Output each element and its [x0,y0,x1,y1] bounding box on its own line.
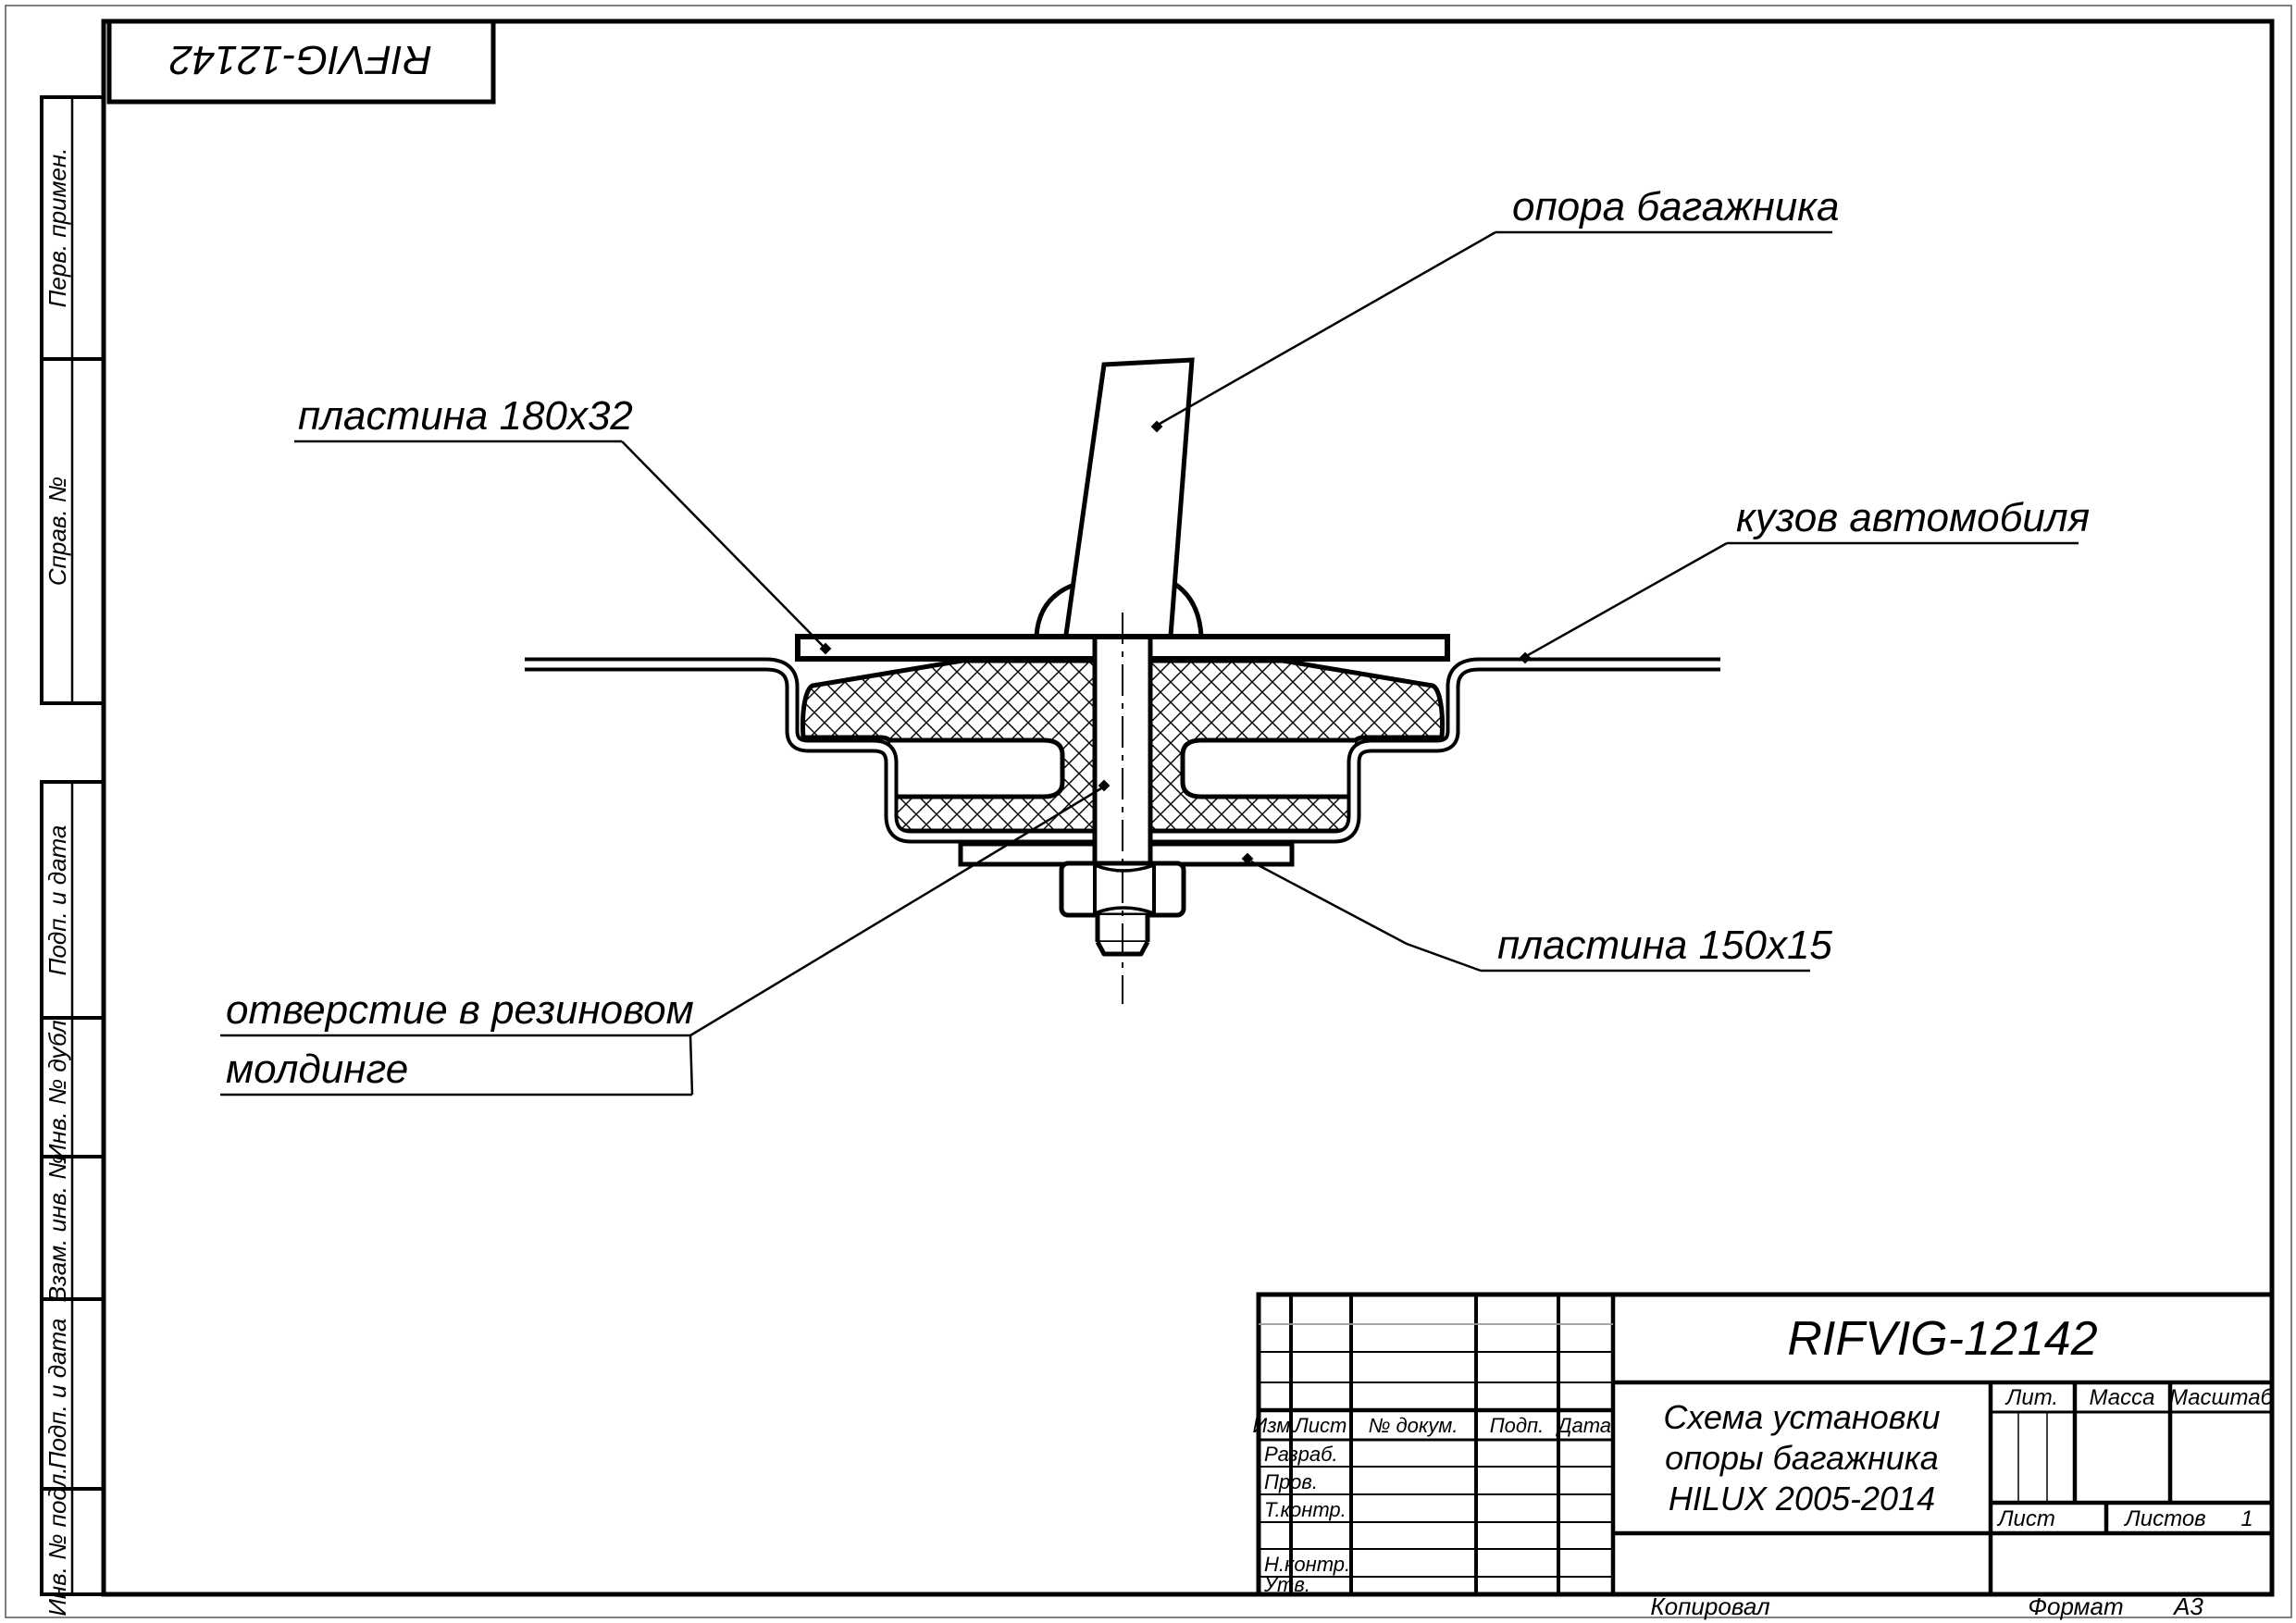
title-block-masshtab-header: Масштаб [2168,1385,2274,1410]
rubber-window-right [1183,740,1355,797]
callout-bottom-plate-text: пластина 150x15 [1497,923,1832,968]
margin-label-podp-data-1: Подп. и дата [43,824,71,976]
margin-label-perv-primen: Перв. примен. [43,147,71,308]
title-block-row-utv: Утв. [1264,1573,1310,1596]
title-block-row-nkontr: Н.контр. [1264,1553,1351,1576]
title-block-col-izm: Изм. [1252,1414,1297,1437]
callout-hole-text-line1: отверстие в резиновом [226,987,694,1033]
top-stamp-code: RIFVIG-12142 [169,37,432,82]
title-block-row-prov: Пров. [1264,1470,1319,1493]
title-block-listov-value: 1 [2240,1506,2253,1531]
title-block-name-line2: опоры багажника [1665,1439,1939,1477]
footer-format-label: Формат [2028,1592,2124,1620]
title-block-col-podp: Подп. [1489,1414,1545,1437]
footer-format-value: А3 [2174,1592,2203,1620]
callout-support-text: опора багажника [1512,184,1840,229]
footer-kopiroval: Копировал [1650,1592,1770,1620]
top-stamp [109,21,493,102]
title-block-doc-code: RIFVIG-12142 [1787,1312,2098,1366]
title-block-list-label: Лист [1998,1506,2055,1531]
title-block-name-line1: Схема установки [1663,1398,1941,1436]
margin-label-vzam-inv: Взам. инв. № [43,1153,71,1303]
title-block-row-tkontr: Т.контр. [1264,1498,1347,1521]
margin-label-podp-data-2: Подп. и дата [43,1318,71,1469]
callout-body-text: кузов автомобиля [1736,495,2091,540]
callout-top-plate-text: пластина 180x32 [298,393,633,439]
rubber-window-left [890,740,1062,797]
margin-label-sprav-no: Справ. № [43,476,71,587]
title-block-massa-header: Масса [2089,1385,2155,1410]
title-block-col-doc: № докум. [1368,1414,1458,1437]
margin-label-inv-podl: Инв. № подл. [43,1467,71,1617]
title-block-lit-header: Лит. [2005,1385,2059,1410]
title-block-col-list: Лист [1294,1414,1347,1437]
title-block-col-data: Дата [1557,1414,1612,1437]
callout-hole-text-line2: молдинге [226,1047,409,1092]
title-block-row-razrab: Разраб. [1264,1443,1338,1466]
margin-label-inv-dubl: Инв. № дубл. [43,1013,71,1161]
title-block-name-line3: HILUX 2005-2014 [1668,1480,1936,1518]
title-block-listov-label: Листов [2125,1506,2206,1531]
